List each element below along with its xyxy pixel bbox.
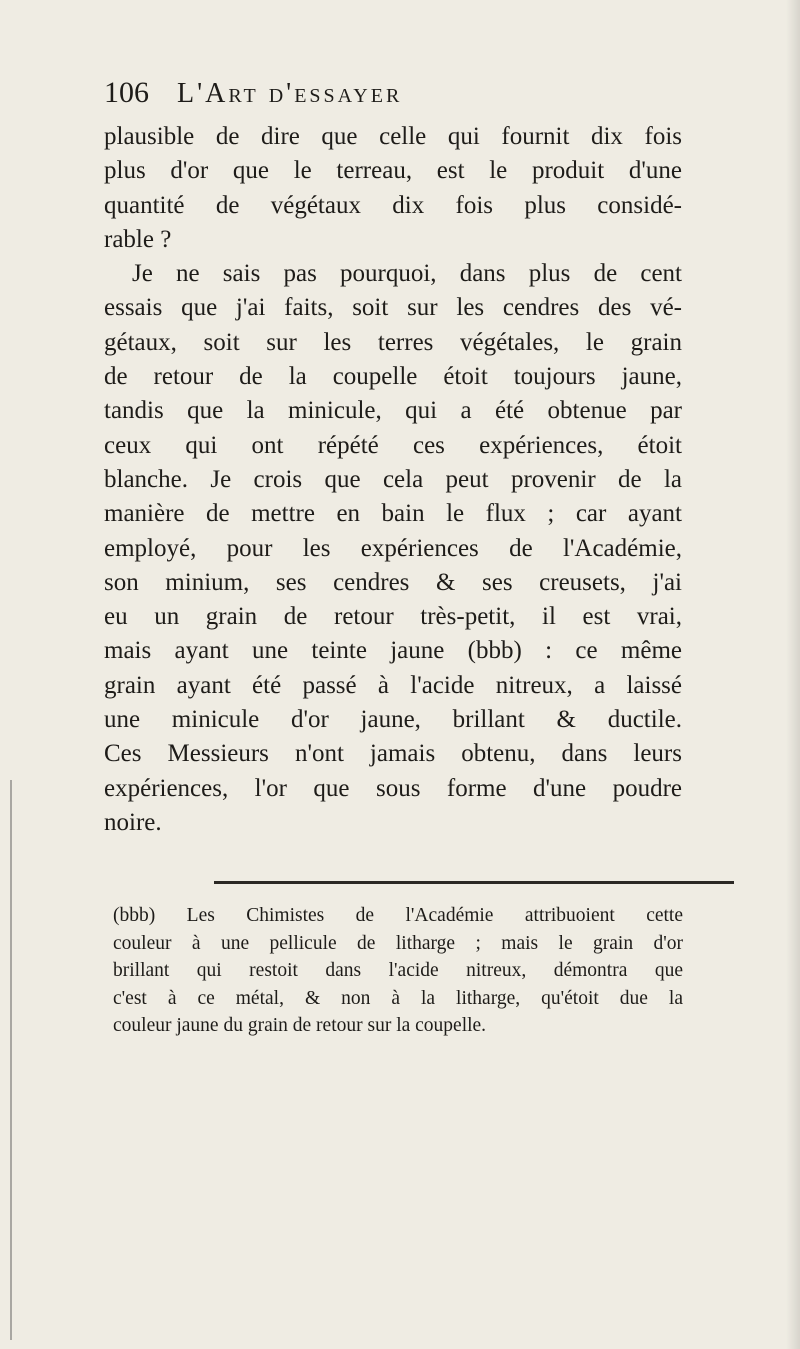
text-line: grain ayant été passé à l'acide nitreux, a laissé (104, 671, 682, 699)
text-line: noire. (104, 808, 162, 836)
footnote-line: couleur à une pellicule de litharge ; mais le grain d'or (113, 932, 683, 954)
binding-edge-mark (10, 780, 12, 1340)
footnote-separator (214, 881, 734, 884)
text-line: mais ayant une teinte jaune (bbb) : ce même (104, 637, 682, 665)
text-line: quantité de végétaux dix fois plus considé- (104, 191, 682, 219)
footnote-line: brillant qui restoit dans l'acide nitreux, démontra que (113, 960, 683, 981)
footnote-line: (bbb) Les Chimistes de l'Académie attribuoient cette (113, 905, 683, 926)
text-line: rable ? (104, 225, 172, 253)
text-line: essais que j'ai faits, soit sur les cendres des vé- (104, 294, 682, 322)
text-line: manière de mettre en bain le flux ; car ayant (104, 500, 682, 528)
text-line: Ces Messieurs n'ont jamais obtenu, dans leurs (104, 740, 682, 768)
page-edge-shadow (786, 0, 800, 1349)
footnote-line: c'est à ce métal, & non à la litharge, qu'étoit due la (113, 987, 683, 1009)
text-line: eu un grain de retour très-petit, il est vrai, (104, 603, 682, 631)
text-line: expériences, l'or que sous forme d'une poudre (104, 774, 682, 802)
text-line: une minicule d'or jaune, brillant & ductile. (104, 706, 682, 734)
text-line: plus d'or que le terreau, est le produit d'une (104, 157, 682, 185)
footnote (113, 902, 683, 1040)
text-line: employé, pour les expériences de l'Académie, (104, 534, 682, 562)
text-line: de retour de la coupelle étoit toujours jaune, (104, 363, 682, 391)
text-line: Je ne sais pas pourquoi, dans plus de cent (132, 260, 682, 288)
page-number: 106 (104, 76, 149, 109)
text-line: blanche. Je crois que cela peut provenir de la (104, 465, 682, 493)
running-title: L'Art d'essayer (177, 78, 403, 109)
main-text (104, 120, 682, 840)
text-line: plausible de dire que celle qui fournit dix fois (104, 123, 682, 150)
text-line: son minium, ses cendres & ses creusets, j'ai (104, 568, 682, 596)
text-line: gétaux, soit sur les terres végétales, le grain (104, 328, 682, 356)
text-line: ceux qui ont répété ces expériences, étoit (104, 431, 682, 459)
text-line: tandis que la minicule, qui a été obtenue par (104, 397, 682, 425)
page-header (104, 76, 664, 116)
footnote-line: couleur jaune du grain de retour sur la coupelle. (113, 1015, 487, 1036)
